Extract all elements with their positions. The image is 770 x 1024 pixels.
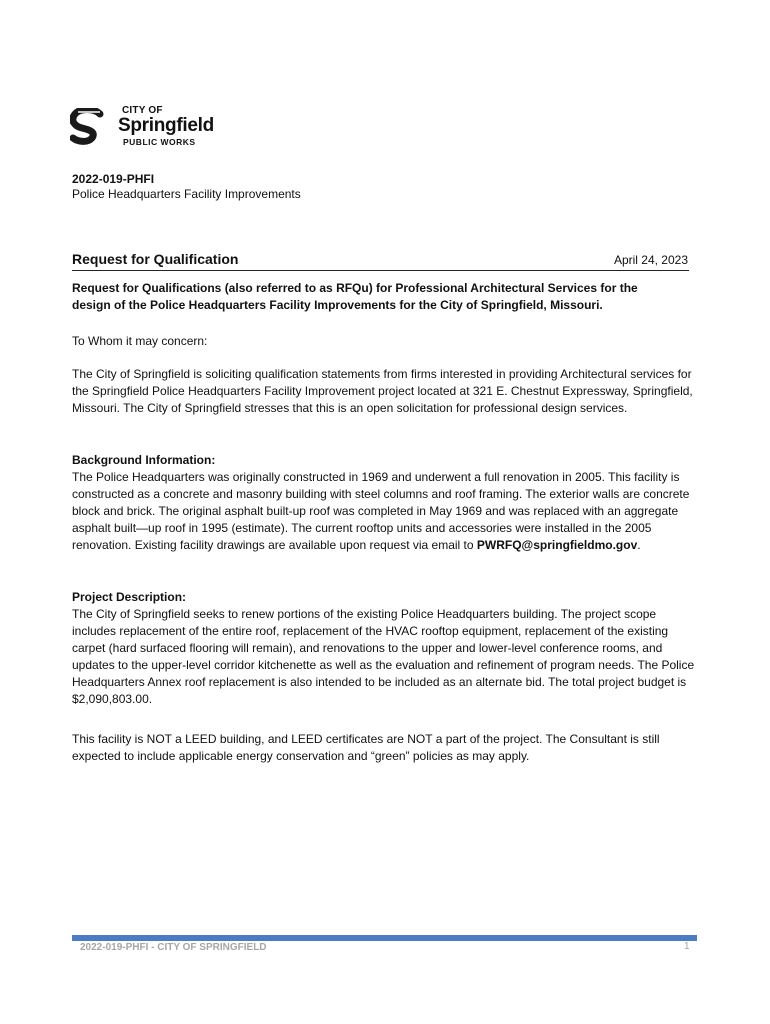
project-code: 2022-019-PHFI [72,172,155,186]
project-name: Police Headquarters Facility Improvements [72,187,301,201]
solicitation-paragraph: The City of Springfield is soliciting qualification statements from firms interested in providing Architectural services for the Springfield Police Headquarters Facility Improvement project located at 321 E. Chestnut Expressway, Springfield, Missouri. The City of Springfield stresses that this is an open solicitation for professional design services. [72,367,693,415]
footer-bar [72,935,697,941]
logo-city-of: CITY OF [122,105,163,116]
intro-paragraph: Request for Qualifications (also referred to as RFQu) for Professional Architectural Services for the design of the Police Headquarters Facility Improvements for the City of Springfield, Missouri. [72,281,638,312]
project-paragraph: The City of Springfield seeks to renew portions of the existing Police Headquarters building. The project scope includes replacement of the entire roof, replacement of the HVAC rooftop equipment, replacement of the existing carpet (hard surfaced flooring will remain), and renovations to the upper and lower-level conference rooms, and updates to the upper-level corridor kitchenette as well as the evaluation and refinement of program needs. The Police Headquarters Annex roof replacement is also intended to be included as an alternate bid. The total project budget is $2,090,803.00. [72,607,695,706]
document-title: Request for Qualification [72,251,239,267]
project-heading: Project Description: [72,590,187,604]
city-logo [70,104,214,152]
title-divider [72,270,689,271]
document-date: April 24, 2023 [613,253,688,267]
greeting: To Whom it may concern: [72,334,208,348]
background-text: The Police Headquarters was originally constructed in 1969 and underwent a full renovation in 2005. This facility is constructed as a concrete and masonry building with steel columns and roof framing. The exterior walls are concrete block and brick. The original asphalt built-up roof was completed in May 1969 and was replaced with an aggregate asphalt built—up roof in 1995 (estimate). The current rooftop units and accessories were installed in the 2005 renovation. Existing facility drawings are available upon request via email to [72,470,690,552]
page-number: 1 [684,941,690,952]
leed-paragraph: This facility is NOT a LEED building, and LEED certificates are NOT a part of the project. The Consultant is still expected to include applicable energy conservation and “green” policies as may apply. [72,732,660,763]
background-end: . [637,538,641,552]
footer-text: 2022-019-PHFI - CITY OF SPRINGFIELD [80,942,267,953]
logo-public-works: PUBLIC WORKS [123,137,196,147]
logo-springfield: Springfield [118,115,214,136]
contact-email[interactable]: PWRFQ@springfieldmo.gov [476,538,638,552]
background-heading: Background Information: [72,453,216,467]
springfield-s-icon [70,108,106,148]
title-row [72,251,690,269]
background-paragraph [72,469,697,554]
